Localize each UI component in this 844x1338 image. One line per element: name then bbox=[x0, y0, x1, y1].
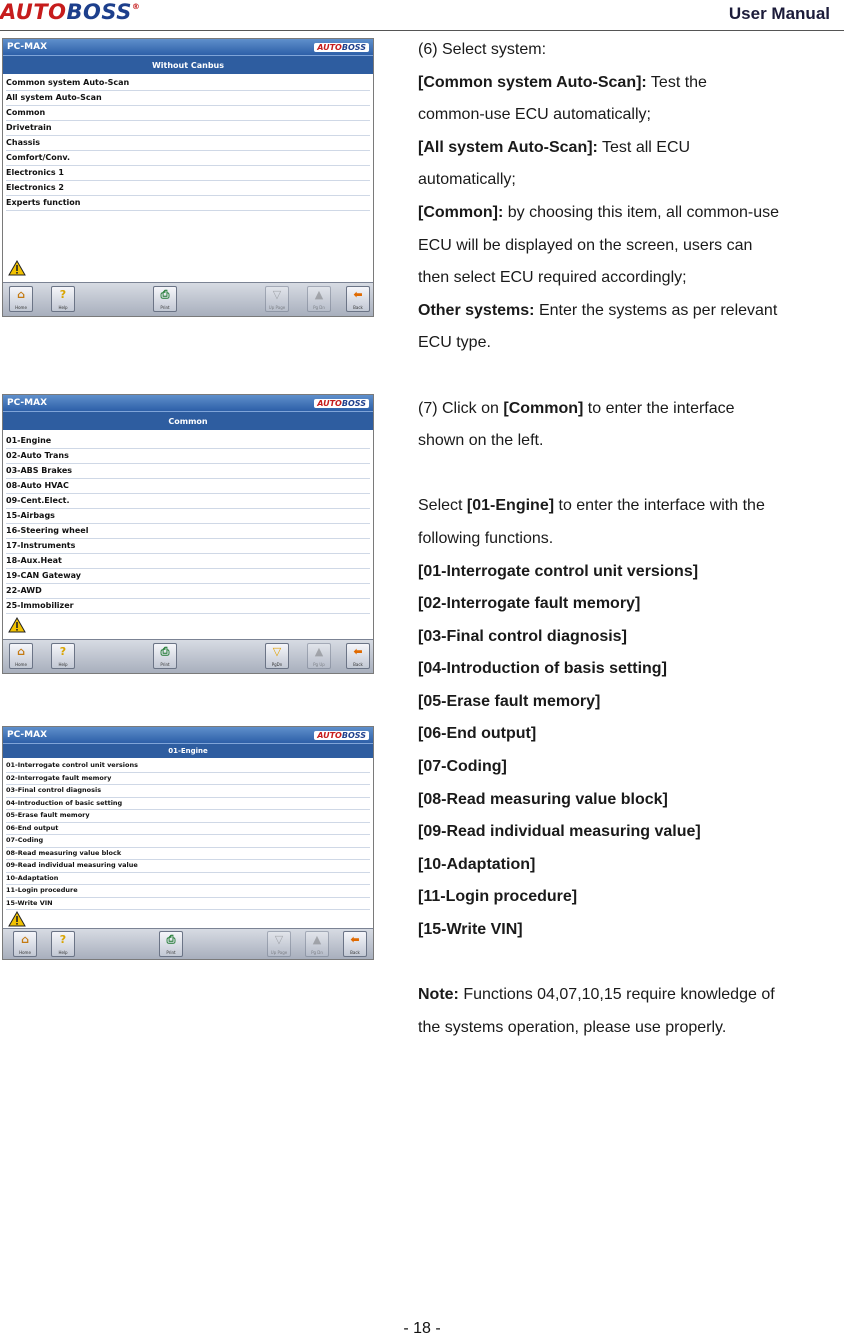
function-item: [07-Coding] bbox=[418, 758, 507, 776]
home-button[interactable]: ⌂ Home bbox=[9, 286, 33, 312]
screenshot-engine-functions bbox=[2, 726, 374, 960]
paragraph: [All system Auto-Scan]: Test all ECU bbox=[418, 138, 691, 156]
page-number: - 18 - bbox=[403, 1320, 441, 1337]
title-bar: PC-MAX AUTOBOSS bbox=[3, 727, 373, 743]
list-item[interactable]: Electronics 1 bbox=[6, 166, 370, 181]
screenshot-without-canbus bbox=[2, 38, 374, 317]
list-item[interactable]: 19-CAN Gateway bbox=[6, 569, 370, 584]
paragraph: then select ECU required accordingly; bbox=[418, 269, 687, 287]
screen-subtitle: Without Canbus bbox=[3, 55, 373, 74]
list-item[interactable]: Common bbox=[6, 106, 370, 121]
list-item[interactable]: 01-Engine bbox=[6, 434, 370, 449]
page-down-button[interactable]: ▲ Pg Dn bbox=[307, 286, 331, 312]
autoboss-logo: AUTO BOSS ® bbox=[0, 0, 141, 24]
page-up-button[interactable]: ▽ Up Page bbox=[267, 931, 291, 957]
print-button[interactable]: ⎙ Print bbox=[153, 643, 177, 669]
function-item: [09-Read individual measuring value] bbox=[418, 823, 701, 841]
list-item[interactable]: 18-Aux.Heat bbox=[6, 554, 370, 569]
paragraph: the systems operation, please use properly. bbox=[418, 1018, 727, 1036]
function-item: [04-Introduction of basis setting] bbox=[418, 660, 667, 678]
step-7: (7) Click on [Common] to enter the interface bbox=[418, 399, 735, 417]
function-list bbox=[3, 758, 373, 912]
function-item: [03-Final control diagnosis] bbox=[418, 627, 627, 645]
title-bar: PC-MAX AUTOBOSS bbox=[3, 39, 373, 55]
warning-icon bbox=[8, 260, 26, 276]
manual-title: User Manual bbox=[728, 4, 830, 23]
button-bar bbox=[3, 928, 373, 959]
menu-list bbox=[3, 74, 373, 213]
paragraph: following functions. bbox=[418, 529, 554, 547]
list-item[interactable]: Drivetrain bbox=[6, 121, 370, 136]
warning-icon bbox=[8, 911, 26, 927]
list-item[interactable]: 05-Erase fault memory bbox=[6, 810, 370, 823]
button-bar bbox=[3, 639, 373, 673]
print-button[interactable]: ⎙ Print bbox=[153, 286, 177, 312]
list-item[interactable]: 17-Instruments bbox=[6, 539, 370, 554]
list-item[interactable]: Experts function bbox=[6, 196, 370, 211]
list-item[interactable]: Electronics 2 bbox=[6, 181, 370, 196]
list-item[interactable]: 25-Immobilizer bbox=[6, 599, 370, 614]
list-item[interactable]: 02-Auto Trans bbox=[6, 449, 370, 464]
paragraph: ECU type. bbox=[418, 334, 491, 352]
list-item[interactable]: Common system Auto-Scan bbox=[6, 76, 370, 91]
list-item[interactable]: 08-Auto HVAC bbox=[6, 479, 370, 494]
function-item: [08-Read measuring value block] bbox=[418, 790, 668, 808]
help-button[interactable]: ? Help bbox=[51, 286, 75, 312]
function-item: [01-Interrogate control unit versions] bbox=[418, 562, 699, 580]
page-down-button[interactable]: ▽ PgDn bbox=[265, 643, 289, 669]
paragraph: [Common]: by choosing this item, all common-use bbox=[418, 203, 779, 221]
help-button[interactable]: ? Help bbox=[51, 643, 75, 669]
page-header bbox=[0, 0, 844, 31]
step-6-intro: (6) Select system: bbox=[418, 41, 547, 58]
list-item[interactable]: 22-AWD bbox=[6, 584, 370, 599]
list-item[interactable]: 03-ABS Brakes bbox=[6, 464, 370, 479]
list-item[interactable]: 09-Cent.Elect. bbox=[6, 494, 370, 509]
back-button[interactable]: ⬅ Back bbox=[343, 931, 367, 957]
warning-icon bbox=[8, 617, 26, 633]
button-bar bbox=[3, 282, 373, 316]
screen-subtitle: 01-Engine bbox=[3, 743, 373, 758]
page-down-button[interactable]: ▲ Pg Dn bbox=[305, 931, 329, 957]
list-item[interactable]: 07-Coding bbox=[6, 835, 370, 848]
screen-subtitle: Common bbox=[3, 411, 373, 430]
page-up-button[interactable]: ▲ Pg Up bbox=[307, 643, 331, 669]
list-item[interactable]: 04-Introduction of basic setting bbox=[6, 798, 370, 811]
list-item[interactable]: Comfort/Conv. bbox=[6, 151, 370, 166]
list-item[interactable]: 09-Read individual measuring value bbox=[6, 860, 370, 873]
paragraph: shown on the left. bbox=[418, 432, 544, 450]
ecu-list bbox=[3, 430, 373, 616]
paragraph: common-use ECU automatically; bbox=[418, 106, 651, 124]
back-button[interactable]: ⬅ Back bbox=[346, 643, 370, 669]
function-item: [06-End output] bbox=[418, 725, 537, 743]
paragraph: Other systems: Enter the systems as per relevant bbox=[418, 301, 778, 319]
brand-logo: AUTOBOSS bbox=[314, 731, 369, 740]
title-bar: PC-MAX AUTOBOSS bbox=[3, 395, 373, 411]
list-item[interactable]: All system Auto-Scan bbox=[6, 91, 370, 106]
paragraph: automatically; bbox=[418, 171, 516, 189]
function-item: [05-Erase fault memory] bbox=[418, 692, 601, 710]
function-item: [10-Adaptation] bbox=[418, 855, 536, 873]
list-item[interactable]: 15-Write VIN bbox=[6, 898, 370, 911]
back-button[interactable]: ⬅ Back bbox=[346, 286, 370, 312]
home-button[interactable]: ⌂ Home bbox=[9, 643, 33, 669]
list-item[interactable]: 15-Airbags bbox=[6, 509, 370, 524]
help-button[interactable]: ? Help bbox=[51, 931, 75, 957]
list-item[interactable]: 01-Interrogate control unit versions bbox=[6, 760, 370, 773]
list-item[interactable]: 10-Adaptation bbox=[6, 873, 370, 886]
home-button[interactable]: ⌂ Home bbox=[13, 931, 37, 957]
function-item: [11-Login procedure] bbox=[418, 888, 578, 906]
select-engine: Select [01-Engine] to enter the interface with the bbox=[418, 497, 765, 515]
list-item[interactable]: 06-End output bbox=[6, 823, 370, 836]
paragraph: ECU will be displayed on the screen, users can bbox=[418, 236, 753, 254]
list-item[interactable]: 16-Steering wheel bbox=[6, 524, 370, 539]
function-item: [02-Interrogate fault memory] bbox=[418, 595, 641, 613]
list-item[interactable]: 08-Read measuring value block bbox=[6, 848, 370, 861]
print-button[interactable]: ⎙ Print bbox=[159, 931, 183, 957]
page-up-button[interactable]: ▽ Up Page bbox=[265, 286, 289, 312]
function-item: [15-Write VIN] bbox=[418, 921, 523, 939]
paragraph: [Common system Auto-Scan]: Test the bbox=[418, 73, 707, 91]
list-item[interactable]: 02-Interrogate fault memory bbox=[6, 773, 370, 786]
list-item[interactable]: 03-Final control diagnosis bbox=[6, 785, 370, 798]
instructions-text bbox=[418, 34, 842, 1044]
list-item[interactable]: 11-Login procedure bbox=[6, 885, 370, 898]
list-item[interactable]: Chassis bbox=[6, 136, 370, 151]
brand-logo: AUTOBOSS bbox=[314, 399, 369, 408]
brand-logo: AUTOBOSS bbox=[314, 43, 369, 52]
screenshot-common bbox=[2, 394, 374, 674]
note: Note: Functions 04,07,10,15 require knowledge of bbox=[418, 986, 775, 1004]
